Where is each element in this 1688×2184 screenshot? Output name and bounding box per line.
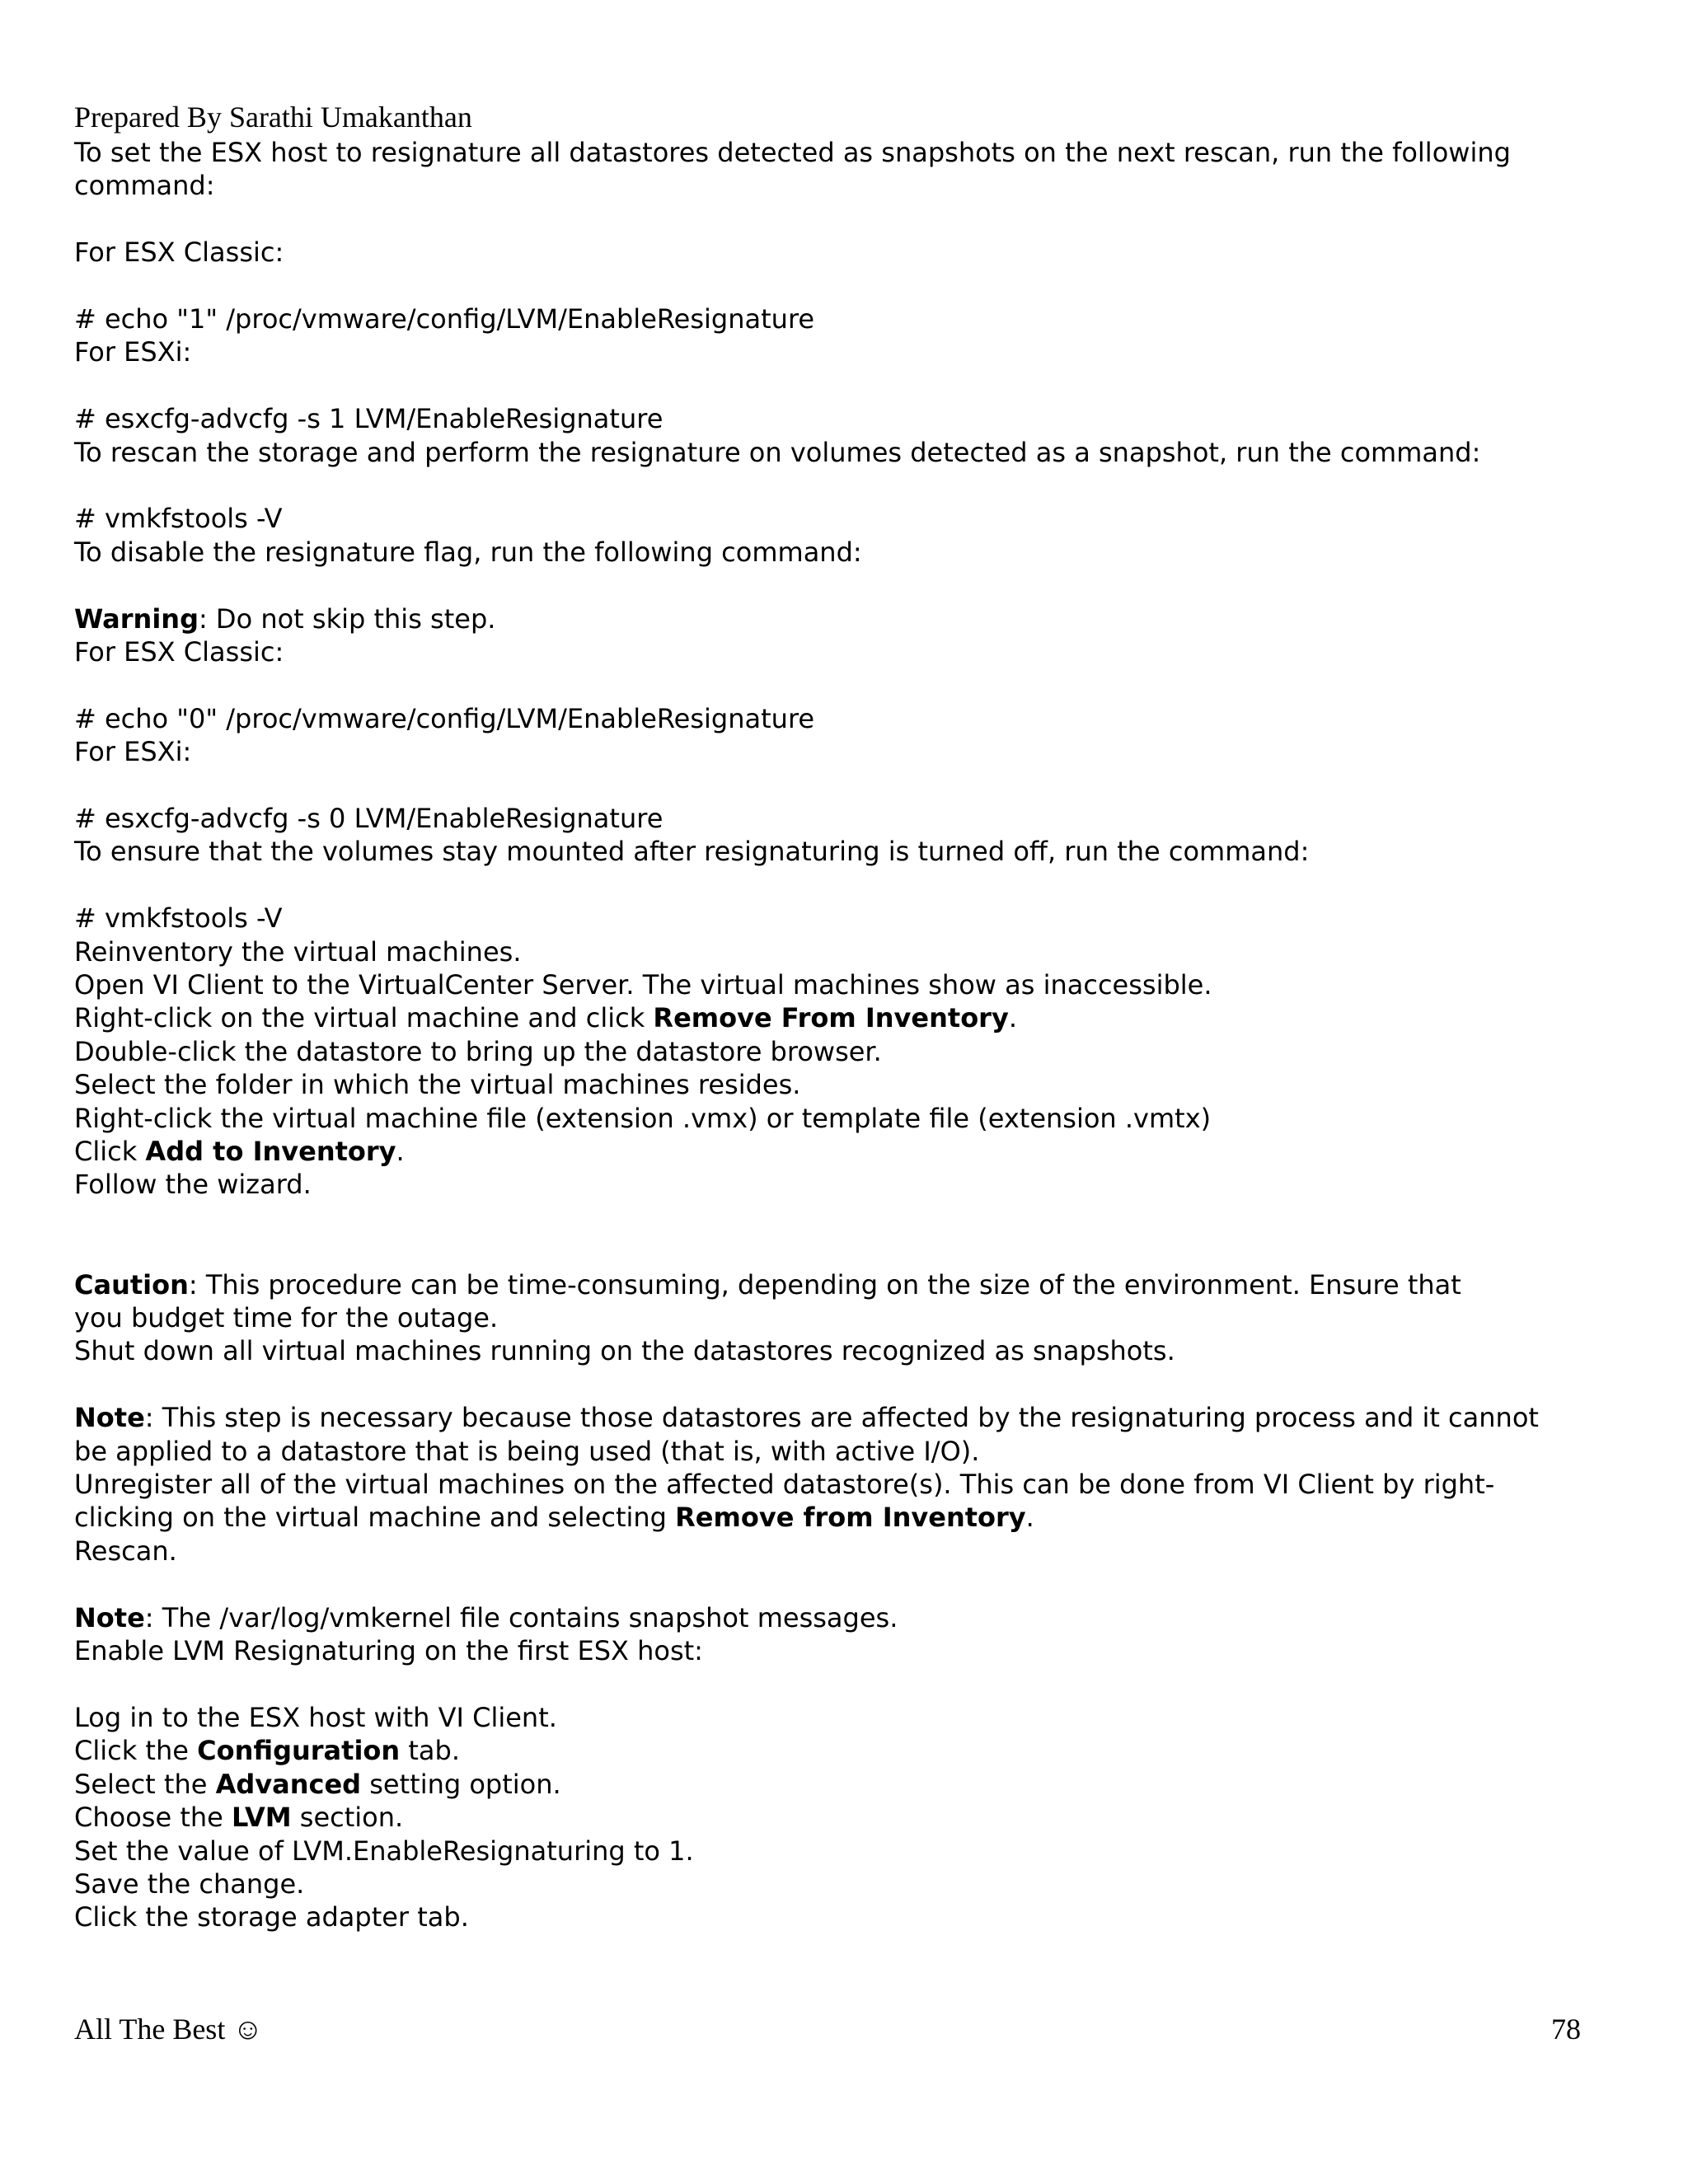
- text-line: [74, 1001, 1640, 1034]
- caution-text: : This procedure can be time-consuming, depending on the size of the environment. Ensure that: [188, 1268, 1461, 1301]
- text-line: Click the storage adapter tab.: [74, 1901, 469, 1933]
- text-line: For ESX Classic:: [74, 237, 284, 269]
- paragraph-gap: [74, 203, 1640, 236]
- note-line: [74, 1601, 1640, 1634]
- paragraph-gap: [74, 1235, 1640, 1268]
- page-header: Prepared By Sarathi Umakanthan: [74, 101, 472, 134]
- text-run: section.: [291, 1802, 404, 1834]
- text-line: For ESXi:: [74, 336, 192, 368]
- text-line: [74, 1768, 1640, 1801]
- text-line: Right-click the virtual machine file (extension .vmx) or template file (extension .vmtx): [74, 1102, 1212, 1134]
- command-line: # echo "1" /proc/vmware/config/LVM/EnableResignature: [74, 303, 815, 335]
- page-number: 78: [1551, 2013, 1581, 2046]
- text-run: Select the: [74, 1768, 216, 1800]
- paragraph-gap: [74, 1202, 1640, 1235]
- document-body: [74, 136, 1640, 1934]
- text-line: Open VI Client to the VirtualCenter Server. The virtual machines show as inaccessible.: [74, 969, 1212, 1001]
- text-line: Follow the wizard.: [74, 1169, 312, 1201]
- text-run: .: [1008, 1002, 1017, 1034]
- text-line: For ESX Classic:: [74, 636, 284, 668]
- text-line: [74, 1135, 1640, 1168]
- text-line: [74, 1734, 1640, 1767]
- caution-label: Caution: [74, 1268, 189, 1301]
- text-line: command:: [74, 170, 215, 202]
- text-line: [74, 1501, 1640, 1534]
- footer-text: All The Best ☺: [74, 2013, 264, 2046]
- paragraph-gap: [74, 1668, 1640, 1701]
- text-line: be applied to a datastore that is being used (that is, with active I/O).: [74, 1435, 980, 1467]
- bold-term: Remove From Inventory: [653, 1002, 1009, 1034]
- paragraph-gap: [74, 469, 1640, 502]
- bold-term: LVM: [232, 1802, 292, 1834]
- text-line: Double-click the datastore to bring up the datastore browser.: [74, 1035, 882, 1067]
- text-run: Click: [74, 1136, 146, 1168]
- text-line: Select the folder in which the virtual machines resides.: [74, 1069, 801, 1101]
- paragraph-gap: [74, 769, 1640, 802]
- text-line: Enable LVM Resignaturing on the first ESX host:: [74, 1635, 703, 1667]
- note-label: Note: [74, 1402, 145, 1434]
- paragraph-gap: [74, 668, 1640, 701]
- command-line: # esxcfg-advcfg -s 1 LVM/EnableResignature: [74, 403, 663, 435]
- bold-term: Configuration: [197, 1735, 401, 1767]
- text-run: clicking on the virtual machine and selecting: [74, 1502, 676, 1534]
- command-line: # vmkfstools -V: [74, 902, 283, 935]
- warning-line: [74, 602, 1640, 635]
- text-line: Reinventory the virtual machines.: [74, 935, 522, 968]
- text-run: tab.: [400, 1735, 460, 1767]
- note-label: Note: [74, 1601, 145, 1633]
- text-run: setting option.: [361, 1768, 561, 1800]
- text-run: .: [396, 1136, 405, 1168]
- paragraph-gap: [74, 869, 1640, 902]
- paragraph-gap: [74, 369, 1640, 402]
- note-text: : The /var/log/vmkernel file contains snapshot messages.: [144, 1601, 898, 1633]
- warning-text: : Do not skip this step.: [198, 602, 496, 635]
- text-line: To ensure that the volumes stay mounted after resignaturing is turned off, run the command:: [74, 836, 1310, 868]
- paragraph-gap: [74, 269, 1640, 302]
- text-line: To set the ESX host to resignature all datastores detected as snapshots on the next rescan, run the following: [74, 137, 1511, 168]
- note-text: : This step is necessary because those datastores are affected by the resignaturing process and it cannot: [144, 1402, 1539, 1434]
- text-line: Set the value of LVM.EnableResignaturing to 1.: [74, 1835, 694, 1867]
- text-run: Right-click on the virtual machine and click: [74, 1002, 654, 1034]
- text-line: To rescan the storage and perform the resignature on volumes detected as a snapshot, run the command:: [74, 436, 1481, 468]
- text-line: Save the change.: [74, 1868, 305, 1900]
- text-run: Click the: [74, 1735, 198, 1767]
- text-line: Unregister all of the virtual machines on the affected datastore(s). This can be done from VI Client by right-: [74, 1469, 1495, 1501]
- text-line: Log in to the ESX host with VI Client.: [74, 1701, 557, 1733]
- warning-label: Warning: [74, 602, 199, 635]
- text-line: [74, 1801, 1640, 1834]
- text-run: .: [1025, 1502, 1034, 1534]
- text-line: For ESXi:: [74, 736, 192, 768]
- bold-term: Advanced: [215, 1768, 362, 1800]
- text-line: To disable the resignature flag, run the following command:: [74, 536, 862, 568]
- paragraph-gap: [74, 569, 1640, 602]
- bold-term: Remove from Inventory: [675, 1502, 1026, 1534]
- text-run: Choose the: [74, 1802, 232, 1834]
- bold-term: Add to Inventory: [145, 1136, 396, 1168]
- text-line: Shut down all virtual machines running on the datastores recognized as snapshots.: [74, 1335, 1175, 1367]
- paragraph-gap: [74, 1568, 1640, 1601]
- paragraph-gap: [74, 1368, 1640, 1401]
- caution-line: [74, 1268, 1640, 1301]
- command-line: # echo "0" /proc/vmware/config/LVM/EnableResignature: [74, 702, 815, 734]
- text-line: you budget time for the outage.: [74, 1302, 499, 1334]
- text-line: Rescan.: [74, 1535, 177, 1567]
- note-line: [74, 1401, 1640, 1434]
- command-line: # esxcfg-advcfg -s 0 LVM/EnableResignature: [74, 803, 663, 835]
- command-line: # vmkfstools -V: [74, 503, 283, 535]
